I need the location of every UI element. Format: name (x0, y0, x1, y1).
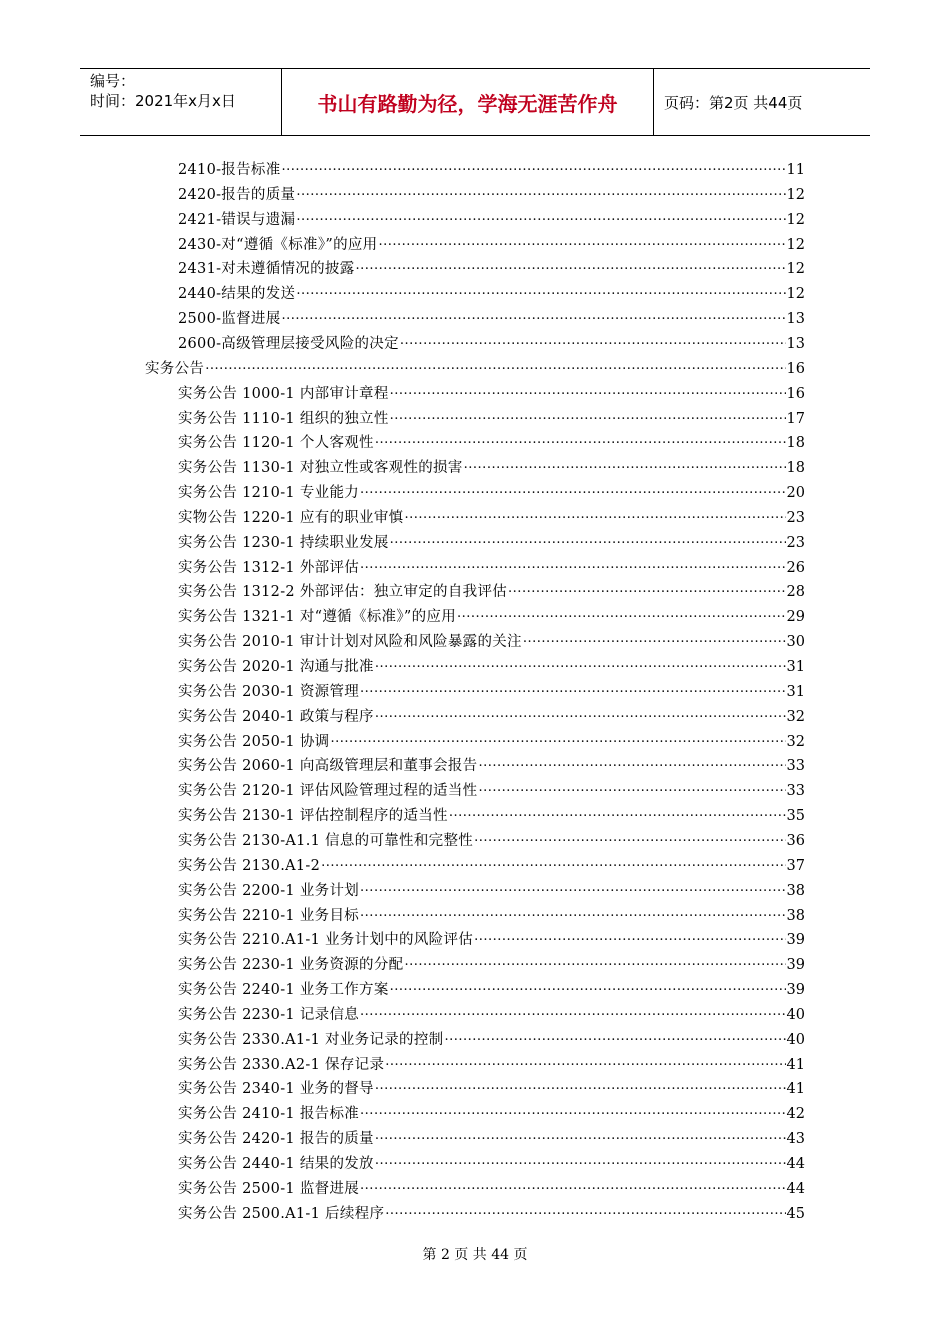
toc-entry-page-number: 44 (786, 1156, 805, 1172)
toc-leader-dots (404, 949, 785, 974)
toc-entry-page-number: 33 (786, 758, 805, 775)
toc-entry-title: 实务公告 1312-1 外部评估 (178, 559, 360, 576)
toc-entry-page-number: 12 (786, 211, 805, 228)
toc-leader-dots (478, 775, 785, 800)
toc-entry-page-number: 40 (786, 1031, 805, 1048)
toc-leader-dots (296, 278, 785, 303)
toc-entry-page-number: 13 (786, 311, 805, 328)
header-page-indicator: 页码：第2页 共44页 (664, 93, 803, 112)
toc-leader-dots (282, 303, 786, 328)
toc-entry-title: 实务公告 2030-1 资源管理 (178, 683, 360, 700)
document-date: 时间：2021年x月x日 (90, 92, 236, 110)
toc-entry-page-number: 32 (786, 733, 805, 750)
toc-entry-title: 2500-监督进展 (178, 311, 281, 328)
toc-leader-dots (205, 353, 785, 378)
toc-entry-page-number: 45 (786, 1205, 805, 1222)
toc-entry-page-number: 39 (786, 982, 805, 999)
toc-entry-page-number: 23 (786, 534, 805, 551)
toc-entry-page-number: 36 (786, 832, 805, 849)
toc-entry-title: 实务公告 1000-1 内部审计章程 (178, 385, 389, 402)
toc-entry-title: 实务公告 1130-1 对独立性或客观性的损害 (178, 460, 463, 477)
toc-leader-dots (360, 1173, 786, 1198)
toc-leader-dots (296, 179, 785, 204)
toc-leader-dots (508, 576, 786, 601)
page-footer: 第 2 页 共 44 页 (422, 1247, 528, 1263)
toc-leader-dots (360, 875, 786, 900)
toc-leader-dots (296, 204, 785, 229)
toc-entry-page-number: 18 (786, 460, 805, 477)
toc-entry-page-number: 39 (786, 957, 805, 974)
toc-entry-title: 实务公告 2330.A1-1 对业务记录的控制 (178, 1031, 444, 1048)
toc-leader-dots (390, 527, 786, 552)
toc-leader-dots (378, 229, 785, 254)
toc-entry-title: 实务公告 2050-1 协调 (178, 733, 330, 750)
toc-entry-title: 实务公告 2500.A1-1 后续程序 (178, 1205, 385, 1222)
toc-leader-dots (390, 974, 786, 999)
toc-entry-title: 实务公告 2130-A1.1 信息的可靠性和完整性 (178, 832, 474, 849)
toc-entry-title: 2410-报告标准 (178, 162, 281, 178)
document-header (80, 68, 870, 136)
toc-entry-title: 实务公告 1321-1 对“遵循《标准》”的应用 (178, 609, 457, 626)
toc-entry-title: 实务公告 2130-1 评估控制程序的适当性 (178, 808, 448, 825)
toc-entry-title: 2430-对“遵循《标准》”的应用 (178, 236, 378, 253)
toc-entry-title: 实物公告 1220-1 应有的职业审慎 (178, 509, 404, 526)
toc-entry-title: 实务公告 2010-1 审计计划对风险和风险暴露的关注 (178, 634, 522, 651)
toc-leader-dots (360, 900, 786, 925)
toc-entry-title: 实务公告 2020-1 沟通与批准 (178, 659, 374, 675)
toc-entry-title: 实务公告 2130.A1-2 (178, 857, 321, 874)
toc-leader-dots (474, 825, 785, 850)
toc-leader-dots (360, 676, 786, 701)
toc-leader-dots (282, 154, 786, 179)
toc-entry-title: 实务公告 2040-1 政策与程序 (178, 708, 374, 725)
toc-entry-page-number: 33 (786, 783, 805, 800)
toc-entry-page-number: 31 (786, 683, 805, 700)
toc-entry-page-number: 40 (786, 1006, 805, 1023)
toc-leader-dots (385, 1198, 785, 1223)
header-meta (80, 69, 282, 135)
toc-entry-title: 实务公告 1210-1 专业能力 (178, 485, 360, 502)
toc-entry-page-number: 38 (786, 907, 805, 924)
toc-entry-page-number: 39 (786, 932, 805, 949)
toc-entry-title: 实务公告 2200-1 业务计划 (178, 882, 360, 899)
toc-leader-dots (444, 1024, 785, 1049)
toc-entry-page-number: 29 (786, 609, 805, 626)
toc-entry-page-number: 43 (786, 1131, 805, 1148)
toc-entry-page-number: 37 (786, 857, 805, 874)
toc-entry-page-number: 12 (786, 236, 805, 253)
toc-leader-dots (360, 552, 786, 577)
toc-leader-dots (400, 328, 786, 353)
toc-leader-dots (375, 1073, 786, 1098)
toc-entry-page-number: 18 (786, 435, 805, 452)
toc-entry-page-number: 17 (786, 410, 805, 427)
toc-entry-page-number: 13 (786, 335, 805, 352)
toc-leader-dots (449, 800, 786, 825)
toc-leader-dots (390, 403, 786, 428)
toc-entry-page-number: 12 (786, 186, 805, 203)
header-motto: 书山有路勤为径，学海无涯苦作舟 (282, 69, 654, 135)
toc-entry-title: 实务公告 (145, 360, 205, 377)
toc-leader-dots (523, 626, 786, 651)
toc-entry-page-number: 31 (786, 659, 805, 675)
toc-entry-page-number: 26 (786, 559, 805, 576)
toc-entry-title: 实务公告 2330.A2-1 保存记录 (178, 1056, 385, 1073)
toc-entry-title: 实务公告 2420-1 报告的质量 (178, 1131, 374, 1148)
toc-entry-title: 实务公告 1312-2 外部评估：独立审定的自我评估 (178, 584, 508, 601)
toc-leader-dots (375, 427, 786, 452)
toc-leader-dots (385, 1049, 785, 1074)
toc-entry-title: 2421-错误与遗漏 (178, 211, 296, 228)
toc-entry-title: 2431-对未遵循情况的披露 (178, 261, 355, 278)
toc-leader-dots (330, 726, 785, 751)
toc-leader-dots (375, 651, 786, 676)
toc-leader-dots (321, 850, 785, 875)
toc-entry-title: 实务公告 2120-1 评估风险管理过程的适当性 (178, 783, 478, 800)
toc-entry-title: 实务公告 2210-1 业务目标 (178, 907, 360, 924)
toc-entry-page-number: 42 (786, 1106, 805, 1123)
toc-leader-dots (464, 452, 786, 477)
toc-entry-title: 实务公告 1230-1 持续职业发展 (178, 534, 389, 551)
toc-entry-page-number: 16 (786, 385, 805, 402)
toc-leader-dots (360, 999, 786, 1024)
toc-entry-page-number: 38 (786, 882, 805, 899)
toc-entry-page-number: 35 (786, 808, 805, 825)
toc-entry-page-number: 23 (786, 509, 805, 526)
toc-entry-page-number: 28 (786, 584, 805, 601)
toc-entry-title: 实务公告 1110-1 组织的独立性 (178, 410, 389, 427)
toc-leader-dots (404, 502, 785, 527)
toc-entry-page-number: 12 (786, 261, 805, 278)
toc-entry-title: 2420-报告的质量 (178, 186, 296, 203)
toc-entry-page-number: 32 (786, 708, 805, 725)
toc-entry-page-number: 11 (786, 162, 805, 178)
toc-entry-title: 实务公告 2060-1 向高级管理层和董事会报告 (178, 758, 478, 775)
toc-entry-title: 实务公告 2230-1 记录信息 (178, 1006, 360, 1023)
toc-entry-title: 实务公告 2240-1 业务工作方案 (178, 982, 389, 999)
toc-entry-page-number: 44 (786, 1180, 805, 1197)
toc-entry-page-number: 41 (786, 1056, 805, 1073)
toc-entry-title: 实务公告 2500-1 监督进展 (178, 1180, 360, 1197)
toc-entry-page-number: 41 (786, 1081, 805, 1098)
document-number-label: 编号： (90, 72, 136, 90)
toc-leader-dots (457, 601, 786, 626)
toc-leader-dots (375, 1123, 786, 1148)
toc-leader-dots (375, 1148, 786, 1173)
toc-entry-title: 2600-高级管理层接受风险的决定 (178, 335, 399, 352)
toc-entry-title: 实务公告 2410-1 报告标准 (178, 1106, 360, 1123)
toc-leader-dots (375, 701, 786, 726)
toc-leader-dots (474, 924, 785, 949)
toc-entry-title: 实务公告 2210.A1-1 业务计划中的风险评估 (178, 932, 474, 949)
toc-entry-title: 实务公告 2440-1 结果的发放 (178, 1156, 374, 1172)
toc-entry-title: 实务公告 1120-1 个人客观性 (178, 435, 374, 452)
toc-leader-dots (478, 750, 785, 775)
toc-entry[interactable] (178, 1202, 805, 1226)
toc-entry-title: 实务公告 2340-1 业务的督导 (178, 1081, 374, 1098)
toc-entry-title: 2440-结果的发送 (178, 286, 296, 303)
toc-leader-dots (360, 1098, 786, 1123)
toc-entry-page-number: 12 (786, 286, 805, 303)
toc-entry-page-number: 20 (786, 485, 805, 502)
toc-leader-dots (356, 253, 786, 278)
toc-entry-page-number: 30 (786, 634, 805, 651)
toc-leader-dots (360, 477, 786, 502)
toc-entry-title: 实务公告 2230-1 业务资源的分配 (178, 957, 404, 974)
toc-entry-page-number: 16 (786, 360, 805, 377)
toc-leader-dots (390, 378, 786, 403)
